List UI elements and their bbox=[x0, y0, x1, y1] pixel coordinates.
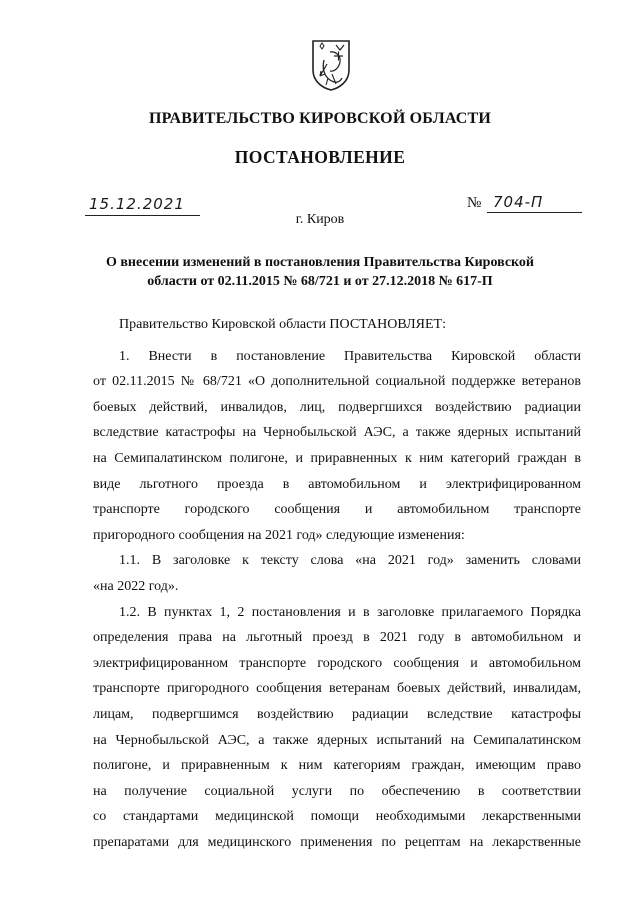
paragraph-line: боевых действий, инвалидов, лиц, подвергшихся воздействию радиации bbox=[93, 399, 581, 415]
paragraph-line: пригородного сообщения на 2021 год» следующие изменения: bbox=[93, 527, 465, 543]
paragraph-line: на Чернобыльской АЭС, а также ядерных испытаний на Семипалатинском bbox=[93, 732, 581, 748]
preamble-paragraph: Правительство Кировской области ПОСТАНОВЛЯЕТ: bbox=[119, 317, 446, 332]
paragraph-line: 1. Внести в постановление Правительства Кировской области bbox=[119, 348, 581, 364]
paragraph-line: со стандартами медицинской помощи необходимыми лекарственными bbox=[93, 809, 581, 825]
paragraph-line: «на 2022 год». bbox=[93, 578, 179, 594]
document-number-value: 704-П bbox=[493, 193, 544, 211]
subject-line: О внесении изменений в постановления Правительства Кировской bbox=[105, 255, 535, 270]
paragraph-line: 1.2. В пунктах 1, 2 постановления и в заголовке прилагаемого Порядка bbox=[119, 604, 581, 620]
paragraph-line: транспорте городского сообщения и автомобильном транспорте bbox=[93, 502, 581, 518]
paragraph-line: определения права на льготный проезд в 2021 году в автомобильном и bbox=[93, 630, 581, 646]
paragraph-line: 1.1. В заголовке к тексту слова «на 2021 год» заменить словами bbox=[119, 553, 581, 569]
paragraph-line: лицам, подвергшимся воздействию радиации вследствие катастрофы bbox=[93, 706, 581, 722]
paragraph-line: препаратами для медицинского применения по рецептам на лекарственные bbox=[93, 834, 581, 850]
paragraph-line: на Семипалатинском полигоне, и приравненных к ним категорий граждан в bbox=[93, 450, 581, 466]
paragraph-line: электрифицированном транспорте городского сообщения и автомобильном bbox=[93, 655, 581, 671]
city-label: г. Киров bbox=[295, 212, 345, 227]
paragraph-line: транспорте пригородного сообщения ветеранам боевых действий, инвалидам, bbox=[93, 681, 581, 697]
paragraph-line: вследствие катастрофы на Чернобыльской АЭС, а также ядерных испытаний bbox=[93, 425, 581, 441]
paragraph-line: полигоне, и приравненным к ним категориям граждан, имеющим право bbox=[93, 758, 581, 774]
date-value: 15.12.2021 bbox=[89, 195, 185, 213]
document-type-title: ПОСТАНОВЛЕНИЕ bbox=[234, 147, 406, 167]
document-subject bbox=[80, 253, 560, 291]
paragraph-line: виде льготного проезда в автомобильном и электрифицированном bbox=[93, 476, 581, 492]
kirov-coat-of-arms-icon bbox=[310, 38, 352, 92]
number-sign-label: № bbox=[467, 195, 482, 211]
paragraph-line: на получение социальной услуги по обеспечению в соответствии bbox=[93, 783, 581, 799]
subject-line: области от 02.11.2015 № 68/721 и от 27.12.2018 № 617-П bbox=[147, 274, 493, 289]
government-title: ПРАВИТЕЛЬСТВО КИРОВСКОЙ ОБЛАСТИ bbox=[148, 110, 492, 127]
document-body bbox=[93, 312, 581, 855]
paragraph-line: от 02.11.2015 № 68/721 «О дополнительной социальной поддержке ветеранов bbox=[93, 374, 581, 390]
